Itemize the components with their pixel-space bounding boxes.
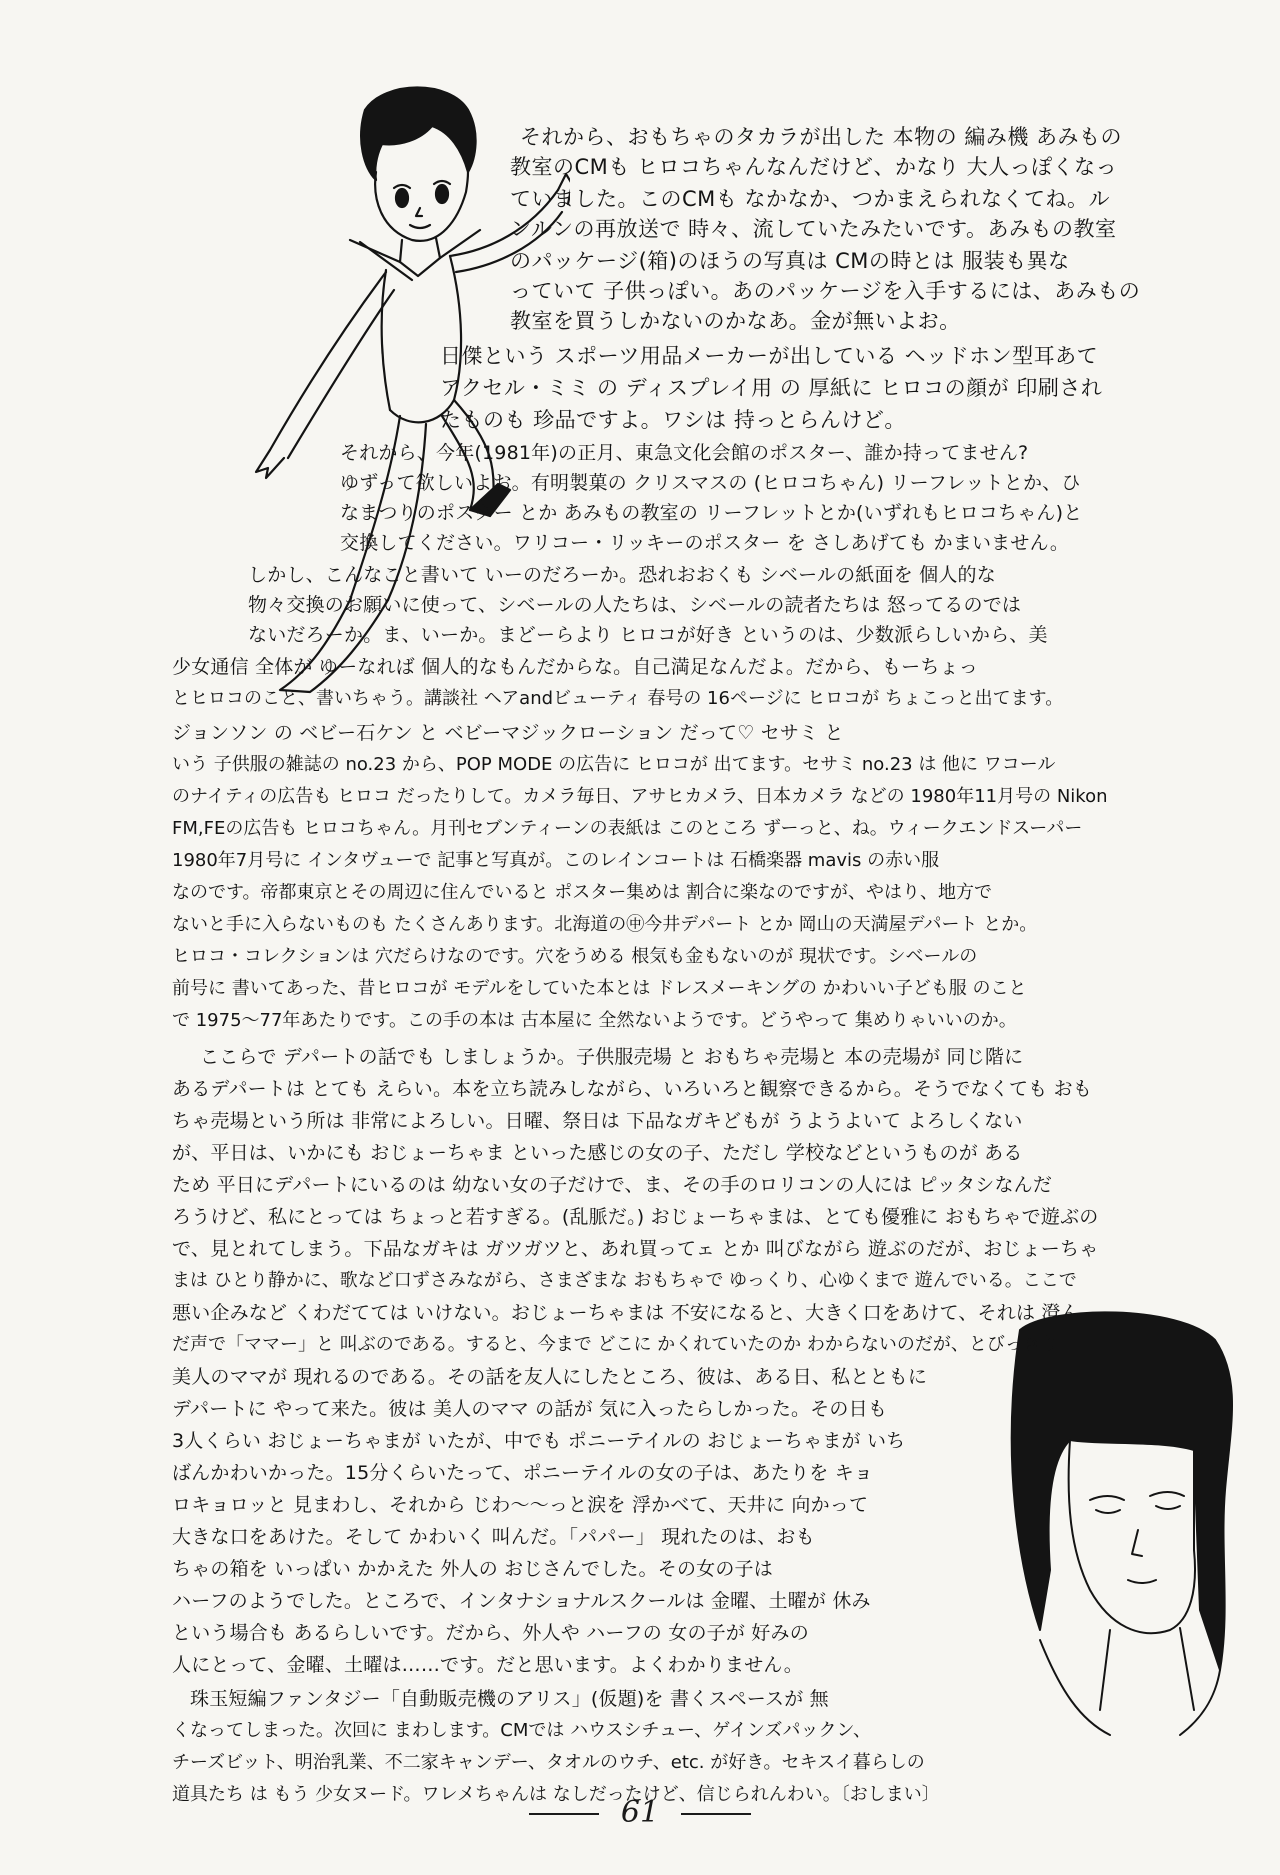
text-line: チーズビット、明治乳業、不二家キャンデー、タオルのウチ、etc. が好き。セキスイ暮らしの	[172, 1752, 925, 1773]
text-line: くなってしまった。次回に まわします。CMでは ハウスシチュー、ゲインズパックン、	[172, 1720, 872, 1741]
text-line: 日傑という スポーツ用品メーカーが出している ヘッドホン型耳あて	[440, 344, 1099, 368]
text-line: 1980年7月号に インタヴューで 記事と写真が。このレインコートは 石橋楽器 mavis の赤い服	[172, 850, 940, 871]
text-line: ばんかわいかった。15分くらいたって、ポニーテイルの女の子は、あたりを キョ	[172, 1462, 874, 1484]
text-line: のナイティの広告も ヒロコ だったりして。カメラ毎日、アサヒカメラ、日本カメラ などの 1980年11月号の Nikon	[172, 786, 1108, 807]
text-line: アクセル・ミミ の ディスプレイ用 の 厚紙に ヒロコの顔が 印刷され	[440, 376, 1103, 400]
text-line: ていました。このCMも なかなか、つかまえられなくてね。ル	[510, 187, 1110, 211]
text-line: ハーフのようでした。ところで、インタナショナルスクールは 金曜、土曜が 休み	[172, 1590, 871, 1612]
text-line: ヒロコ・コレクションは 穴だらけなのです。穴をうめる 根気も金もないのが 現状です。シベールの	[172, 946, 978, 967]
text-line: という場合も あるらしいです。だから、外人や ハーフの 女の子が 好みの	[172, 1622, 809, 1644]
text-line: 3人くらい おじょーちゃまが いたが、中でも ポニーテイルの おじょーちゃまが いち	[172, 1430, 906, 1452]
text-line: あるデパートは とても えらい。本を立ち読みしながら、いろいろと観察できるから。そうでなくても おも	[172, 1078, 1092, 1100]
text-line: たものも 珍品ですよ。ワシは 持っとらんけど。	[440, 408, 906, 432]
text-line: 少女通信 全体が ゆーなれば 個人的なもんだからな。自己満足なんだよ。だから、もーちょっ	[172, 656, 978, 678]
text-line: ろうけど、私にとっては ちょっと若すぎる。(乱脈だ。) おじょーちゃまは、とても優雅に おもちゃで遊ぶの	[172, 1206, 1099, 1228]
text-line: 道具たち は もう 少女ヌード。ワレメちゃんは なしだったけど、信じられんわい。〔おしまい〕	[172, 1784, 940, 1805]
text-line: デパートに やって来た。彼は 美人のママ の話が 気に入ったらしかった。その日も	[172, 1398, 888, 1420]
page-number-dash-right	[681, 1813, 751, 1815]
text-line: ちゃの箱を いっぱい かかえた 外人の おじさんでした。その女の子は	[172, 1558, 773, 1580]
text-line: しかし、こんなこと書いて いーのだろーか。恐れおおくも シベールの紙面を 個人的な	[248, 564, 996, 586]
text-line: 大きな口をあけた。そして かわいく 叫んだ。「パパー」 現れたのは、おも	[172, 1526, 815, 1548]
text-line: まは ひとり静かに、歌など口ずさみながら、さまざまな おもちゃで ゆっくり、心ゆくまで 遊んでいる。ここで	[172, 1270, 1077, 1291]
text-line: ため 平日にデパートにいるのは 幼ない女の子だけで、ま、その手のロリコンの人には ピッタシなんだ	[172, 1174, 1053, 1196]
text-line: ちゃ売場という所は 非常によろしい。日曜、祭日は 下品なガキどもが うようよいて よろしくない	[172, 1110, 1023, 1132]
page-number-value: 61	[620, 1795, 660, 1830]
page-number-dash-left	[529, 1813, 599, 1815]
text-line: で、見とれてしまう。下品なガキは ガツガツと、あれ買ってェ とか 叫びながら 遊ぶのだが、おじょーちゃ	[172, 1238, 1099, 1260]
text-line: で 1975〜77年あたりです。この手の本は 古本屋に 全然ないようです。どうやって 集めりゃいいのか。	[172, 1010, 1017, 1031]
text-line: 人にとって、金曜、土曜は……です。だと思います。よくわかりません。	[172, 1654, 803, 1676]
text-line: 美人のママが 現れるのである。その話を友人にしたところ、彼は、ある日、私とともに	[172, 1366, 928, 1388]
text-line: っていて 子供っぽい。あのパッケージを入手するには、あみもの	[510, 279, 1141, 303]
text-line: 教室のCMも ヒロコちゃんなんだけど、かなり 大人っぽくなっ	[510, 155, 1118, 179]
text-line: 悪い企みなど くわだてては いけない。おじょーちゃまは 不安になると、大きく口をあけて、それは 澄ん	[172, 1302, 1080, 1324]
text-line: ゆずって欲しいよお。有明製菓の クリスマスの (ヒロコちゃん) リーフレットとか、ひ	[340, 472, 1081, 494]
text-line: FM,FEの広告も ヒロコちゃん。月刊セブンティーンの表紙は このところ ずーっと、ね。ウィークエンドスーパー	[172, 818, 1083, 839]
text-line: ないだろーか。ま、いーか。まどーらより ヒロコが好き というのは、少数派らしいから、美	[248, 624, 1048, 646]
text-line: だ声で「ママー」と 叫ぶのである。すると、今まで どこに かくれていたのか わからないのだが、とびっきり	[172, 1334, 1059, 1355]
text-line: ここらで デパートの話でも しましょうか。子供服売場 と おもちゃ売場と 本の売場が 同じ階に	[200, 1046, 1024, 1068]
text-line: とヒロコのこと、書いちゃう。講談社 ヘアandビューティ 春号の 16ページに ヒロコが ちょこっと出てます。	[172, 688, 1064, 709]
text-line: 交換してください。ワリコー・リッキーのポスター を さしあげても かまいません。	[340, 532, 1070, 554]
text-line: 物々交換のお願いに使って、シベールの人たちは、シベールの読者たちは 怒ってるのでは	[248, 594, 1022, 616]
text-line: ロキョロッと 見まわし、それから じわ〜〜っと涙を 浮かべて、天井に 向かって	[172, 1494, 869, 1516]
text-line: 教室を買うしかないのかなあ。金が無いよお。	[510, 309, 961, 333]
text-line: が、平日は、いかにも おじょーちゃま といった感じの女の子、ただし 学校などというものが ある	[172, 1142, 1023, 1164]
text-line: なまつりのポスター とか あみもの教室の リーフレットとか(いずれもヒロコちゃん)と	[340, 502, 1083, 524]
text-line: それから、今年(1981年)の正月、東急文化会館のポスター、誰か持ってません?	[340, 442, 1029, 464]
text-line: ないと手に入らないものも たくさんあります。北海道の㊥今井デパート とか 岡山の天満屋デパート とか。	[172, 914, 1038, 935]
text-line: ジョンソン の ベビー石ケン と ベビーマジックローション だって♡ セサミ と	[172, 722, 844, 744]
text-line: のパッケージ(箱)のほうの写真は CMの時とは 服装も異な	[510, 249, 1070, 273]
text-line: ンルンの再放送で 時々、流していたみたいです。あみもの教室	[510, 217, 1117, 241]
girl-illustration-bottom	[980, 1310, 1250, 1740]
text-line: いう 子供服の雑誌の no.23 から、POP MODE の広告に ヒロコが 出てます。セサミ no.23 は 他に ワコール	[172, 754, 1056, 775]
text-line: 珠玉短編ファンタジー「自動販売機のアリス」(仮題)を 書くスペースが 無	[190, 1688, 829, 1710]
page-number	[0, 1795, 1280, 1830]
text-line: それから、おもちゃのタカラが出した 本物の 編み機 あみもの	[520, 125, 1123, 149]
text-line: なのです。帝都東京とその周辺に住んでいると ポスター集めは 割合に楽なのですが、やはり、地方で	[172, 882, 992, 903]
text-line: 前号に 書いてあった、昔ヒロコが モデルをしていた本とは ドレスメーキングの かわいい子ども服 のこと	[172, 978, 1027, 999]
